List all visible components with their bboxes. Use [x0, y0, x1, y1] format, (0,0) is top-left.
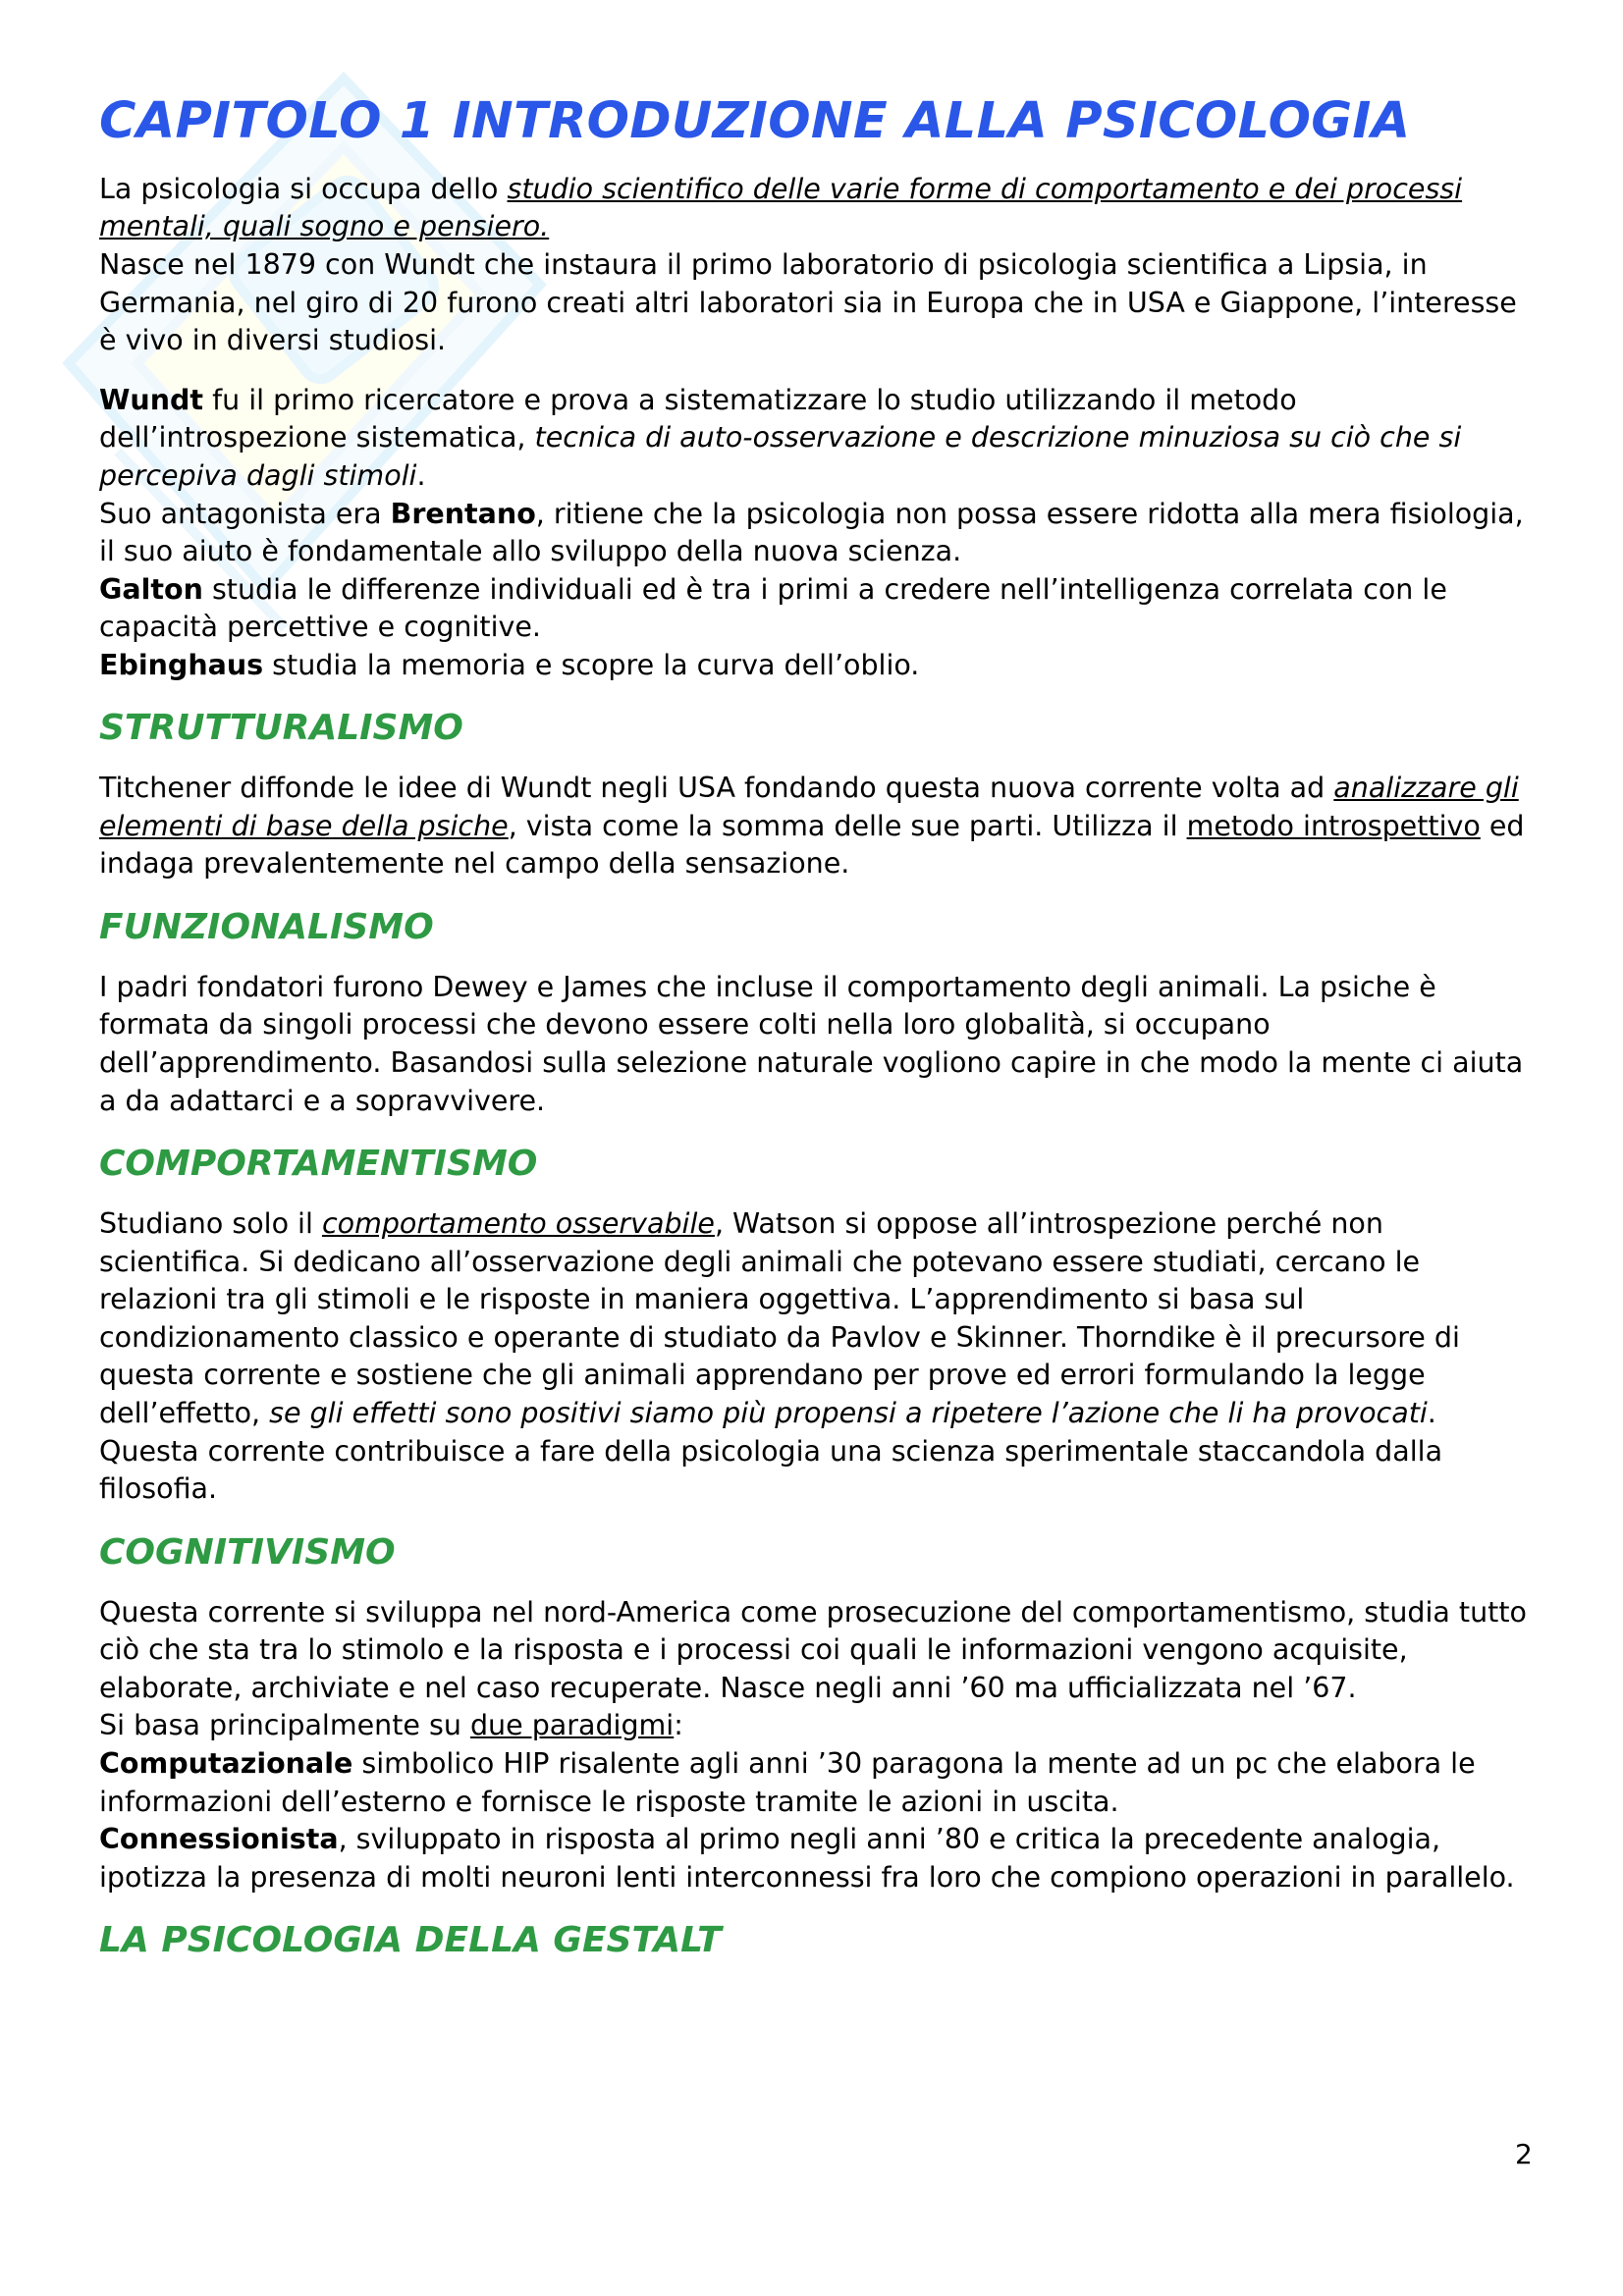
- heading-comportamentismo: COMPORTAMENTISMO: [99, 1144, 538, 1185]
- funzionalismo-paragraph: I padri fondatori furono Dewey e James che incluse il comportamento degli animali. La psiche è formata da singoli processi che devono essere colti nella loro globalità, si occupano dell’apprendimento. Basandosi sulla selezione naturale vogliono capire in che modo la mente ci aiuta a da adattarci e a sopravvivere.: [99, 970, 1524, 1117]
- heading-funzionalismo: FUNZIONALISMO: [99, 907, 434, 948]
- cognitivismo-paragraph: Questa corrente si sviluppa nel nord-America come prosecuzione del comportamentismo, studia tutto ciò che sta tra lo stimolo e la risposta e i processi coi quali le informazioni vengono acquisite, elaborate, archiviate e nel caso recuperate. Nasce negli anni ’60 ma ufficializzata nel ’67. Si basa principalmente su due paradigmi: Computazionale simbolico HIP risalente agli anni ’30 paragona la mente ad un pc che elabora le informazioni dell’esterno e fornisce le risposte tramite le azioni in uscita. Connessionista, sviluppato in risposta al primo negli anni ’80 e critica la precedente analogia, ipotizza la presenza di molti neuroni lenti interconnessi fra loro che compiono operazioni in parallelo.: [99, 1595, 1527, 1894]
- page-title: CAPITOLO 1 INTRODUZIONE ALLA PSICOLOGIA: [99, 92, 1411, 150]
- heading-gestalt: LA PSICOLOGIA DELLA GESTALT: [99, 1920, 722, 1961]
- heading-cognitivismo: COGNITIVISMO: [99, 1531, 396, 1573]
- name-galton: Galton: [99, 572, 203, 606]
- founders-paragraph: Wundt fu il primo ricercatore e prova a sistematizzare lo studio utilizzando il metodo dell’introspezione sistematica, tecnica di auto-osservazione e descrizione minuziosa su ciò che si percepiva dagli stimoli. Suo antagonista era Brentano, ritiene che la psicologia non possa essere ridotta alla mera fisiologia, il suo aiuto è fondamentale allo sviluppo della nuova scienza. Galton studia le differenze individuali ed è tra i primi a credere nell’intelligenza correlata con le capacità percettive e cognitive. Ebinghaus studia la memoria e scopre la curva dell’oblio.: [99, 383, 1524, 681]
- heading-strutturalismo: STRUTTURALISMO: [99, 708, 463, 749]
- page-number: 2: [1515, 2138, 1533, 2170]
- term-connessionista: Connessionista: [99, 1823, 339, 1856]
- comportamentismo-paragraph: Studiano solo il comportamento osservabile, Watson si oppose all’introspezione perché non scientifica. Si dedicano all’osservazione degli animali che potevano essere studiati, cercano le relazioni tra gli stimoli e le risposte in maniera oggettiva. L’apprendimento si basa sul condizionamento classico e operante di studiato da Pavlov e Skinner. Thorndike è il precursore di questa corrente e sostiene che gli animali apprendano per prove ed errori formulando la legge dell’effetto, se gli effetti sono positivi siamo più propensi a ripetere l’azione che li ha provocati. Questa corrente contribuisce a fare della psicologia una scienza sperimentale staccandola dalla filosofia.: [99, 1207, 1460, 1506]
- intro-paragraph: La psicologia si occupa dello studio scientifico delle varie forme di comportamento e dei processi mentali, quali sogno e pensiero. Nasce nel 1879 con Wundt che instaura il primo laboratorio di psicologia scientifica a Lipsia, in Germania, nel giro di 20 furono creati altri laboratori sia in Europa che in USA e Giappone, l’interesse è vivo in diversi studiosi.: [99, 172, 1517, 357]
- document-page: [99, 90, 1542, 1982]
- name-ebinghaus: Ebinghaus: [99, 648, 264, 681]
- intro-definition: studio scientifico delle varie forme di comportamento e dei processi mentali, quali sogno e pensiero.: [99, 172, 1463, 243]
- term-computazionale: Computazionale: [99, 1746, 353, 1780]
- name-wundt: Wundt: [99, 383, 204, 416]
- name-brentano: Brentano: [390, 497, 536, 530]
- strutturalismo-paragraph: Titchener diffonde le idee di Wundt negli USA fondando questa nuova corrente volta ad analizzare gli elementi di base della psiche, vista come la somma delle sue parti. Utilizza il metodo introspettivo ed indaga prevalentemente nel campo della sensazione.: [99, 772, 1525, 881]
